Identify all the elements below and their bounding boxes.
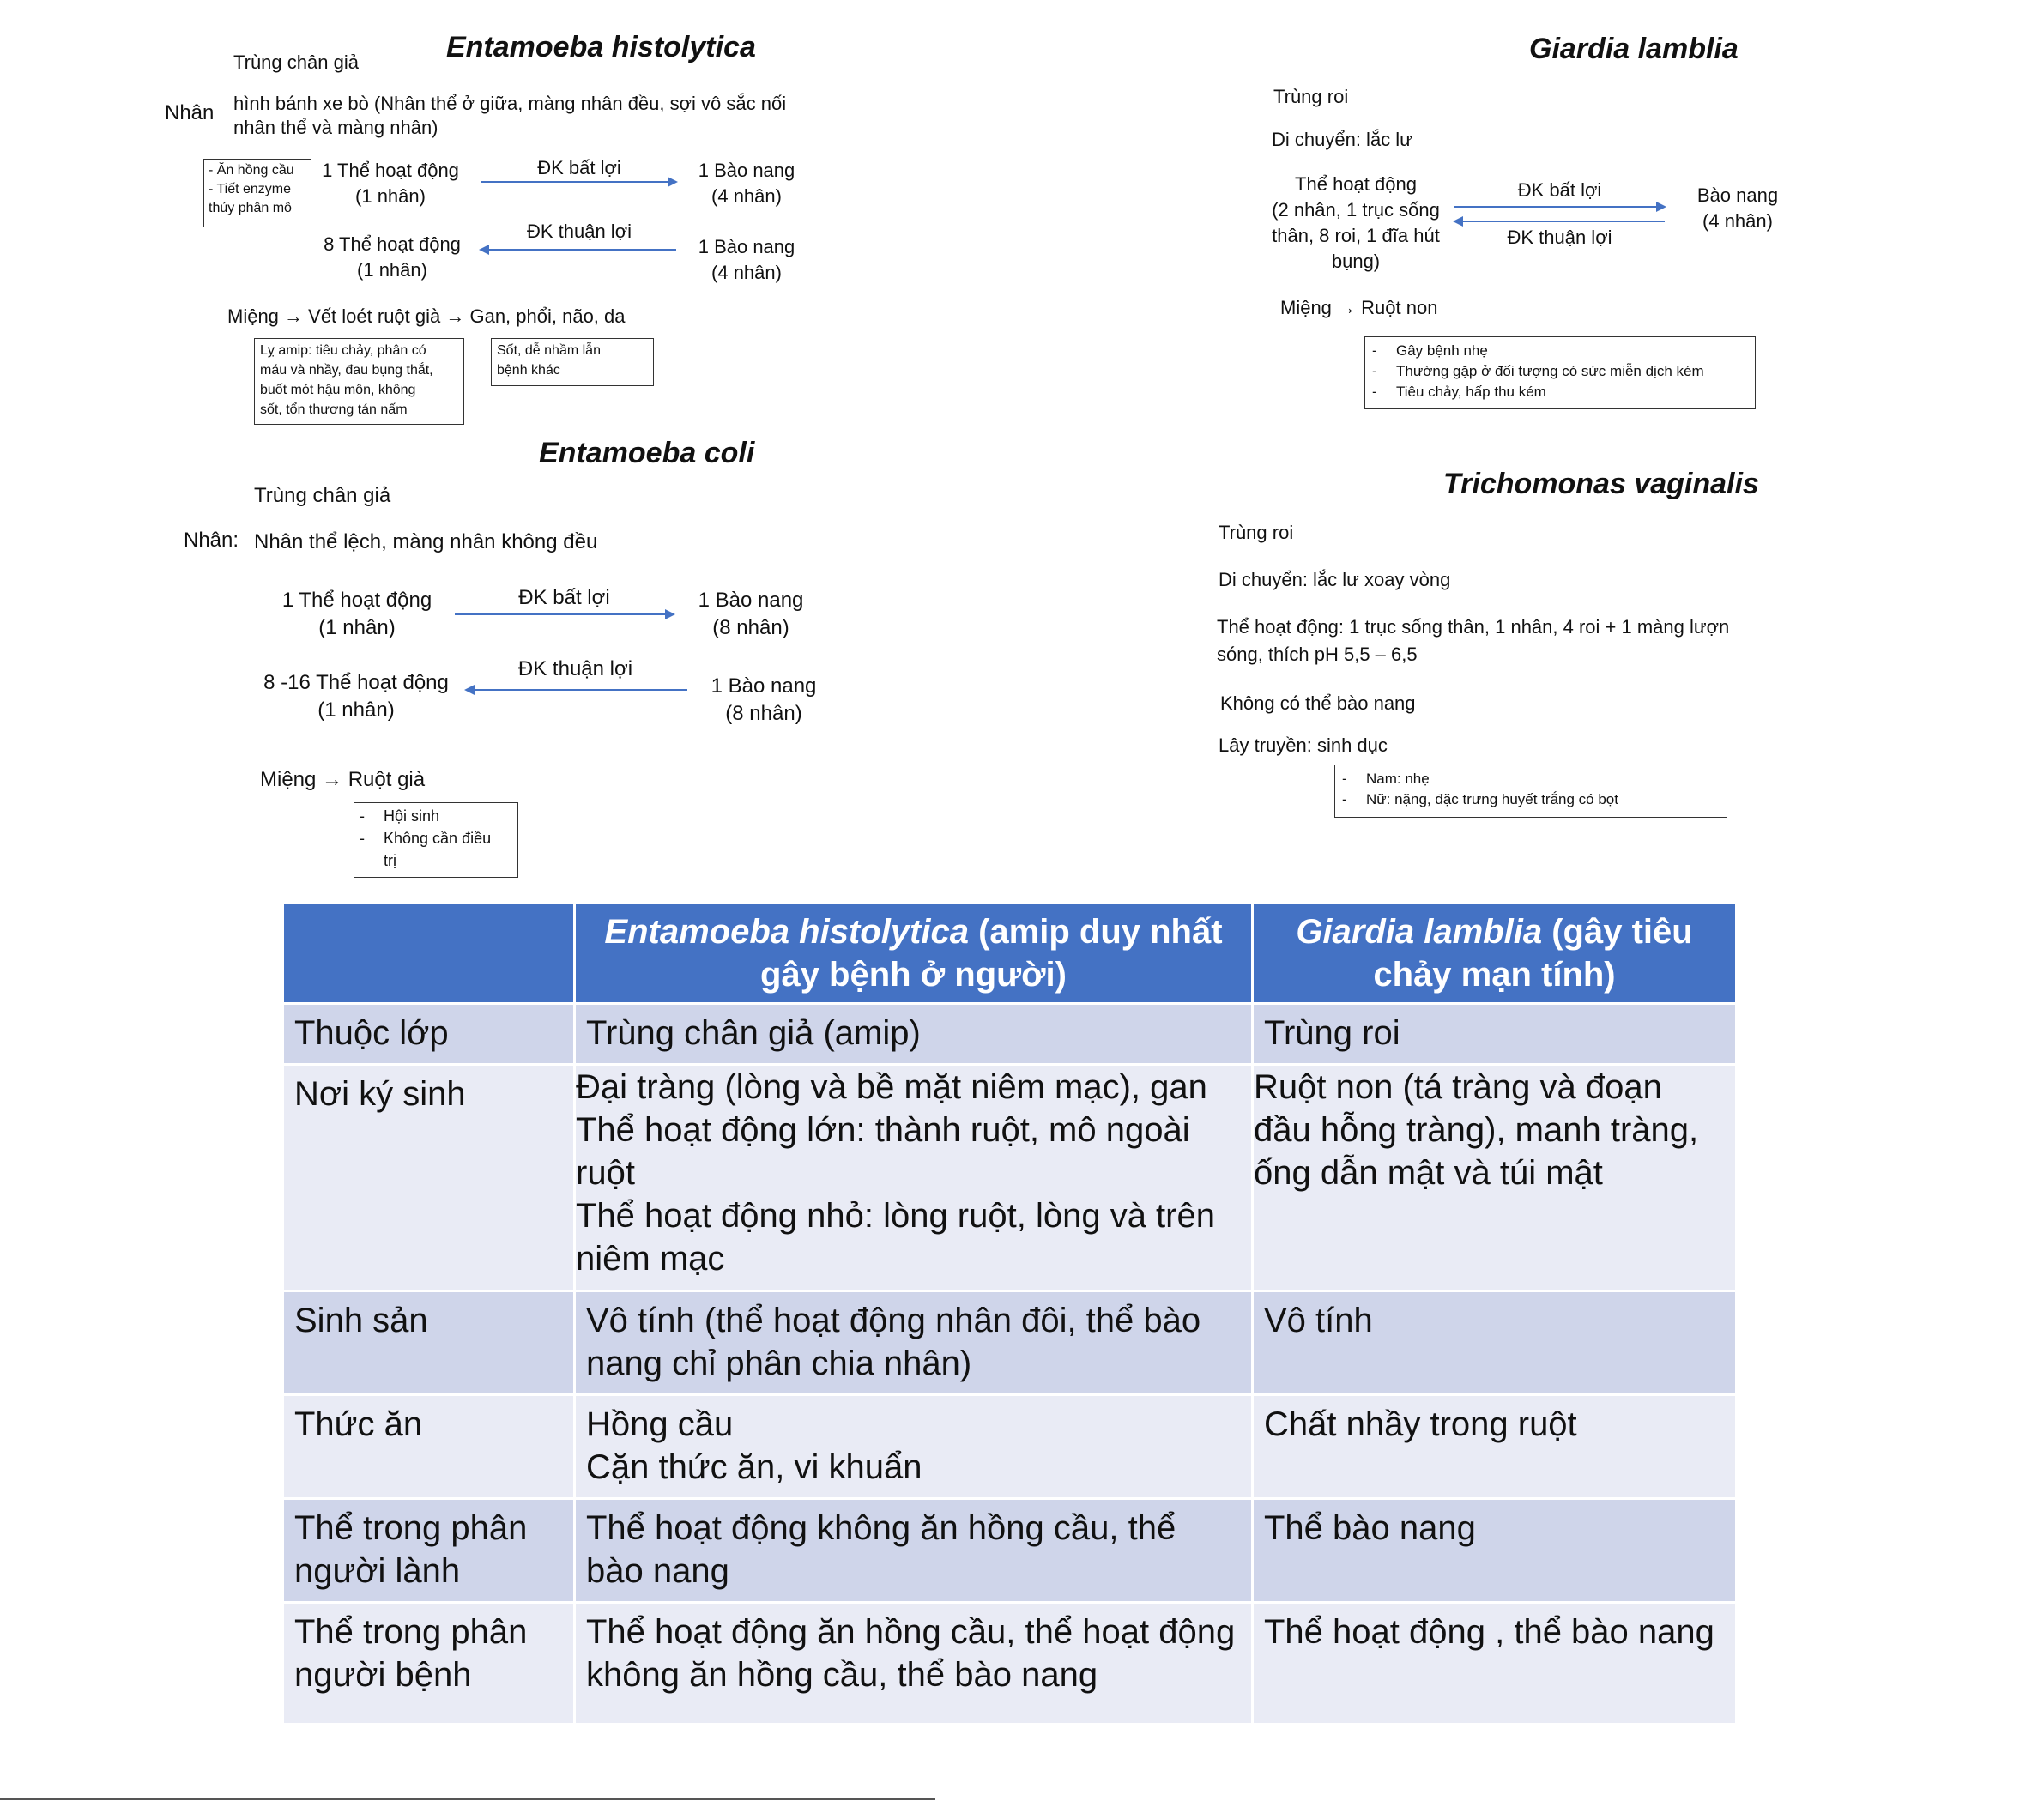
eh-troph1-nuclei: (1 nhân)	[355, 185, 426, 207]
gl-cyst-nuclei: (4 nhân)	[1702, 210, 1773, 232]
gl-troph-desc: (2 nhân, 1 trục sống	[1272, 199, 1440, 221]
eh-fever-line: bệnh khác	[497, 363, 560, 378]
ec-note-item-cont: trị	[384, 852, 396, 869]
eh-class: Trùng chân giả	[233, 51, 359, 73]
table-cell-line: Vô tính	[1264, 1302, 1373, 1339]
table-row	[283, 1395, 1737, 1499]
gl-arrow1-label: ĐK bất lợi	[1517, 179, 1602, 201]
eh-symptom-line: máu và nhầy, đau bụng thắt,	[260, 363, 433, 378]
gl-note-item: - Thường gặp ở đối tượng có sức miễn dịch kém	[1372, 361, 1748, 382]
ec-class: Trùng chân giả	[254, 484, 391, 507]
eh-cyst1-label: 1 Bào nang	[698, 160, 795, 181]
ec-arrow1-label: ĐK bất lợi	[518, 586, 610, 609]
eh-cyst1	[686, 158, 807, 209]
eh-troph2	[319, 232, 465, 283]
ec-troph2-label: 8 -16 Thể hoạt động	[263, 671, 449, 694]
eh-cyst2	[686, 234, 807, 286]
table-header-eh	[575, 903, 1253, 1004]
eh-arrow1	[481, 181, 676, 183]
eh-arrow2-label: ĐK thuận lợi	[526, 221, 632, 242]
eh-symptom-line: Lỵ amip: tiêu chảy, phân có	[260, 343, 426, 358]
ec-route: Miệng → Ruột già	[260, 768, 426, 791]
table-cell-line: Trùng roi	[1264, 1014, 1400, 1052]
table-row	[283, 1004, 1737, 1065]
eh-side-box-line: - Ăn hồng cầu	[209, 163, 294, 178]
table-header-gl	[1253, 903, 1737, 1004]
bottom-divider	[0, 1798, 935, 1800]
eh-symptom-line: sốt, tổn thương tán nấm	[260, 402, 408, 417]
ec-title: Entamoeba coli	[539, 437, 755, 469]
table-row	[283, 1603, 1737, 1725]
eh-fever-line: Sốt, dễ nhầm lẫn	[497, 343, 601, 358]
table-row-label: Nơi ký sinh	[283, 1065, 575, 1291]
table-header-eh-species: Entamoeba histolytica	[604, 912, 969, 951]
eh-nucleus-label: Nhân	[165, 101, 215, 124]
ec-troph1-label: 1 Thể hoạt động	[281, 589, 432, 612]
gl-troph-desc: bụng)	[1331, 251, 1381, 272]
table-cell-line: Thể bào nang	[1264, 1509, 1476, 1547]
table-row	[283, 1291, 1737, 1395]
tv-transmission: Lây truyền: sinh dục	[1219, 734, 1388, 756]
table-cell-gl	[1253, 1603, 1737, 1725]
gl-cyst	[1682, 183, 1793, 234]
table-cell-line: Thể hoạt động , thể bào nang	[1264, 1613, 1714, 1651]
eh-nucleus-desc-2: nhân thể và màng nhân)	[233, 117, 438, 138]
gl-troph-label: Thể hoạt động	[1295, 173, 1417, 195]
ec-cyst2	[704, 673, 824, 728]
table-cell-gl	[1253, 1395, 1737, 1499]
table-cell-gl	[1253, 1291, 1737, 1395]
eh-side-box	[203, 159, 311, 227]
table-cell-gl	[1253, 1004, 1737, 1065]
table-row	[283, 1065, 1737, 1291]
tv-troph-1: Thể hoạt động: 1 trục sống thân, 1 nhân, 4 roi + 1 màng lượn	[1217, 616, 1730, 638]
table-cell-gl	[1253, 1499, 1737, 1603]
ec-arrow2-label: ĐK thuận lợi	[517, 657, 633, 680]
ec-cyst1-nuclei: (8 nhân)	[712, 616, 789, 639]
table-cell-eh	[575, 1395, 1253, 1499]
table-cell-line: Thể hoạt động ăn hồng cầu, thể hoạt động không ăn hồng cầu, thể bào nang	[586, 1613, 1236, 1694]
table-row-label: Thức ăn	[283, 1395, 575, 1499]
table-header-gl-note: (gây tiêu chảy mạn tính)	[1373, 912, 1693, 994]
tv-note-item: - Nữ: nặng, đặc trưng huyết trắng có bọt	[1342, 789, 1720, 810]
table-row-label: Sinh sản	[283, 1291, 575, 1395]
eh-side-box-line: thủy phân mô	[209, 201, 292, 215]
table-cell-eh	[575, 1603, 1253, 1725]
table-row	[283, 1499, 1737, 1603]
table-header-empty	[283, 903, 575, 1004]
eh-route: Miệng → Vết loét ruột già → Gan, phổi, não, da	[227, 305, 626, 327]
gl-route: Miệng → Ruột non	[1280, 297, 1438, 318]
ec-arrow2	[466, 689, 687, 691]
eh-symptom-line: buốt mót hậu môn, không	[260, 383, 416, 397]
table-cell-line: Hồng cầu	[586, 1405, 734, 1443]
gl-class: Trùng roi	[1273, 86, 1349, 107]
ec-troph2	[257, 669, 455, 724]
table-row-label: Thể trong phân người bệnh	[283, 1603, 575, 1725]
eh-nucleus-desc-1: hình bánh xe bò (Nhân thể ở giữa, màng nhân đều, sợi vô sắc nối	[233, 93, 787, 114]
ec-troph1	[271, 587, 443, 642]
table-cell-line: Thể hoạt động lớn: thành ruột, mô ngoài ruột	[576, 1111, 1190, 1192]
eh-cyst2-nuclei: (4 nhân)	[711, 262, 782, 283]
gl-note-item: - Gây bệnh nhẹ	[1372, 341, 1748, 361]
gl-cyst-label: Bào nang	[1696, 184, 1779, 206]
ec-arrow1	[455, 613, 674, 615]
eh-troph1-label: 1 Thể hoạt động	[322, 160, 459, 181]
eh-symptom-box	[254, 338, 464, 425]
ec-nucleus-desc: Nhân thể lệch, màng nhân không đều	[254, 530, 598, 553]
eh-cyst1-nuclei: (4 nhân)	[711, 185, 782, 207]
eh-cyst2-label: 1 Bào nang	[698, 236, 795, 257]
eh-troph2-label: 8 Thể hoạt động	[324, 233, 461, 255]
eh-title: Entamoeba histolytica	[446, 31, 756, 63]
ec-cyst1-label: 1 Bào nang	[698, 589, 804, 612]
tv-movement: Di chuyển: lắc lư xoay vòng	[1219, 569, 1451, 590]
ec-note-item: - Hội sinh	[360, 805, 512, 827]
table-cell-line: Thể hoạt động không ăn hồng cầu, thể bào nang	[586, 1509, 1176, 1590]
table-cell-eh	[575, 1499, 1253, 1603]
ec-nucleus-label: Nhân:	[184, 529, 239, 552]
ec-troph1-nuclei: (1 nhân)	[318, 616, 396, 639]
ec-cyst1	[691, 587, 811, 642]
table-cell-gl	[1253, 1065, 1737, 1291]
tv-troph-2: sóng, thích pH 5,5 – 6,5	[1217, 644, 1418, 665]
table-cell-line: Ruột non (tá tràng và đoạn đầu hỗng tràng), manh tràng, ống dẫn mật và túi mật	[1254, 1068, 1699, 1192]
gl-arrow1	[1454, 206, 1665, 208]
gl-title: Giardia lamblia	[1529, 33, 1739, 65]
gl-note-box	[1364, 336, 1756, 409]
ec-note-box	[354, 802, 518, 878]
table-cell-eh	[575, 1004, 1253, 1065]
eh-fever-box	[491, 338, 654, 386]
table-cell-line: Chất nhầy trong ruột	[1264, 1405, 1577, 1443]
ec-cyst2-nuclei: (8 nhân)	[725, 702, 802, 725]
gl-movement: Di chuyển: lắc lư	[1272, 129, 1412, 150]
ec-note-item: - Không cần điều	[360, 827, 512, 849]
table-row-label: Thuộc lớp	[283, 1004, 575, 1065]
eh-troph1	[317, 158, 463, 209]
eh-arrow1-label: ĐK bất lợi	[537, 157, 621, 178]
comparison-table	[281, 901, 1738, 1725]
tv-no-cyst: Không có thể bào nang	[1220, 692, 1416, 714]
table-cell-line: Vô tính (thể hoạt động nhân đôi, thể bào nang chỉ phân chia nhân)	[586, 1302, 1201, 1382]
table-cell-eh	[575, 1291, 1253, 1395]
table-row-label: Thể trong phân người lành	[283, 1499, 575, 1603]
tv-class: Trùng roi	[1219, 522, 1294, 543]
ec-cyst2-label: 1 Bào nang	[711, 674, 817, 698]
ec-troph2-nuclei: (1 nhân)	[317, 698, 395, 722]
table-cell-line: Cặn thức ăn, vi khuẩn	[586, 1448, 922, 1486]
eh-arrow2	[481, 249, 676, 251]
table-cell-line: Thể hoạt động nhỏ: lòng ruột, lòng và trên niêm mạc	[576, 1197, 1215, 1278]
tv-title: Trichomonas vaginalis	[1443, 468, 1759, 500]
table-cell-line: Trùng chân giả (amip)	[586, 1014, 921, 1052]
tv-note-box	[1334, 765, 1727, 818]
gl-arrow2	[1454, 221, 1665, 222]
table-header-gl-species: Giardia lamblia	[1296, 912, 1543, 951]
eh-side-box-line: - Tiết enzyme	[209, 182, 292, 196]
gl-note-item: - Tiêu chảy, hấp thu kém	[1372, 382, 1748, 402]
table-header-eh-note: (amip duy nhất gây bệnh ở người)	[760, 912, 1223, 994]
tv-note-item: - Nam: nhẹ	[1342, 769, 1720, 789]
table-cell-eh	[575, 1065, 1253, 1291]
gl-troph-desc: thân, 8 roi, 1 đĩa hút	[1272, 225, 1440, 246]
gl-troph	[1261, 172, 1450, 275]
table-header-row	[283, 903, 1737, 1004]
eh-troph2-nuclei: (1 nhân)	[357, 259, 427, 281]
table-cell-line: Đại tràng (lòng và bề mặt niêm mạc), gan	[576, 1068, 1207, 1106]
gl-arrow2-label: ĐK thuận lợi	[1507, 227, 1612, 248]
